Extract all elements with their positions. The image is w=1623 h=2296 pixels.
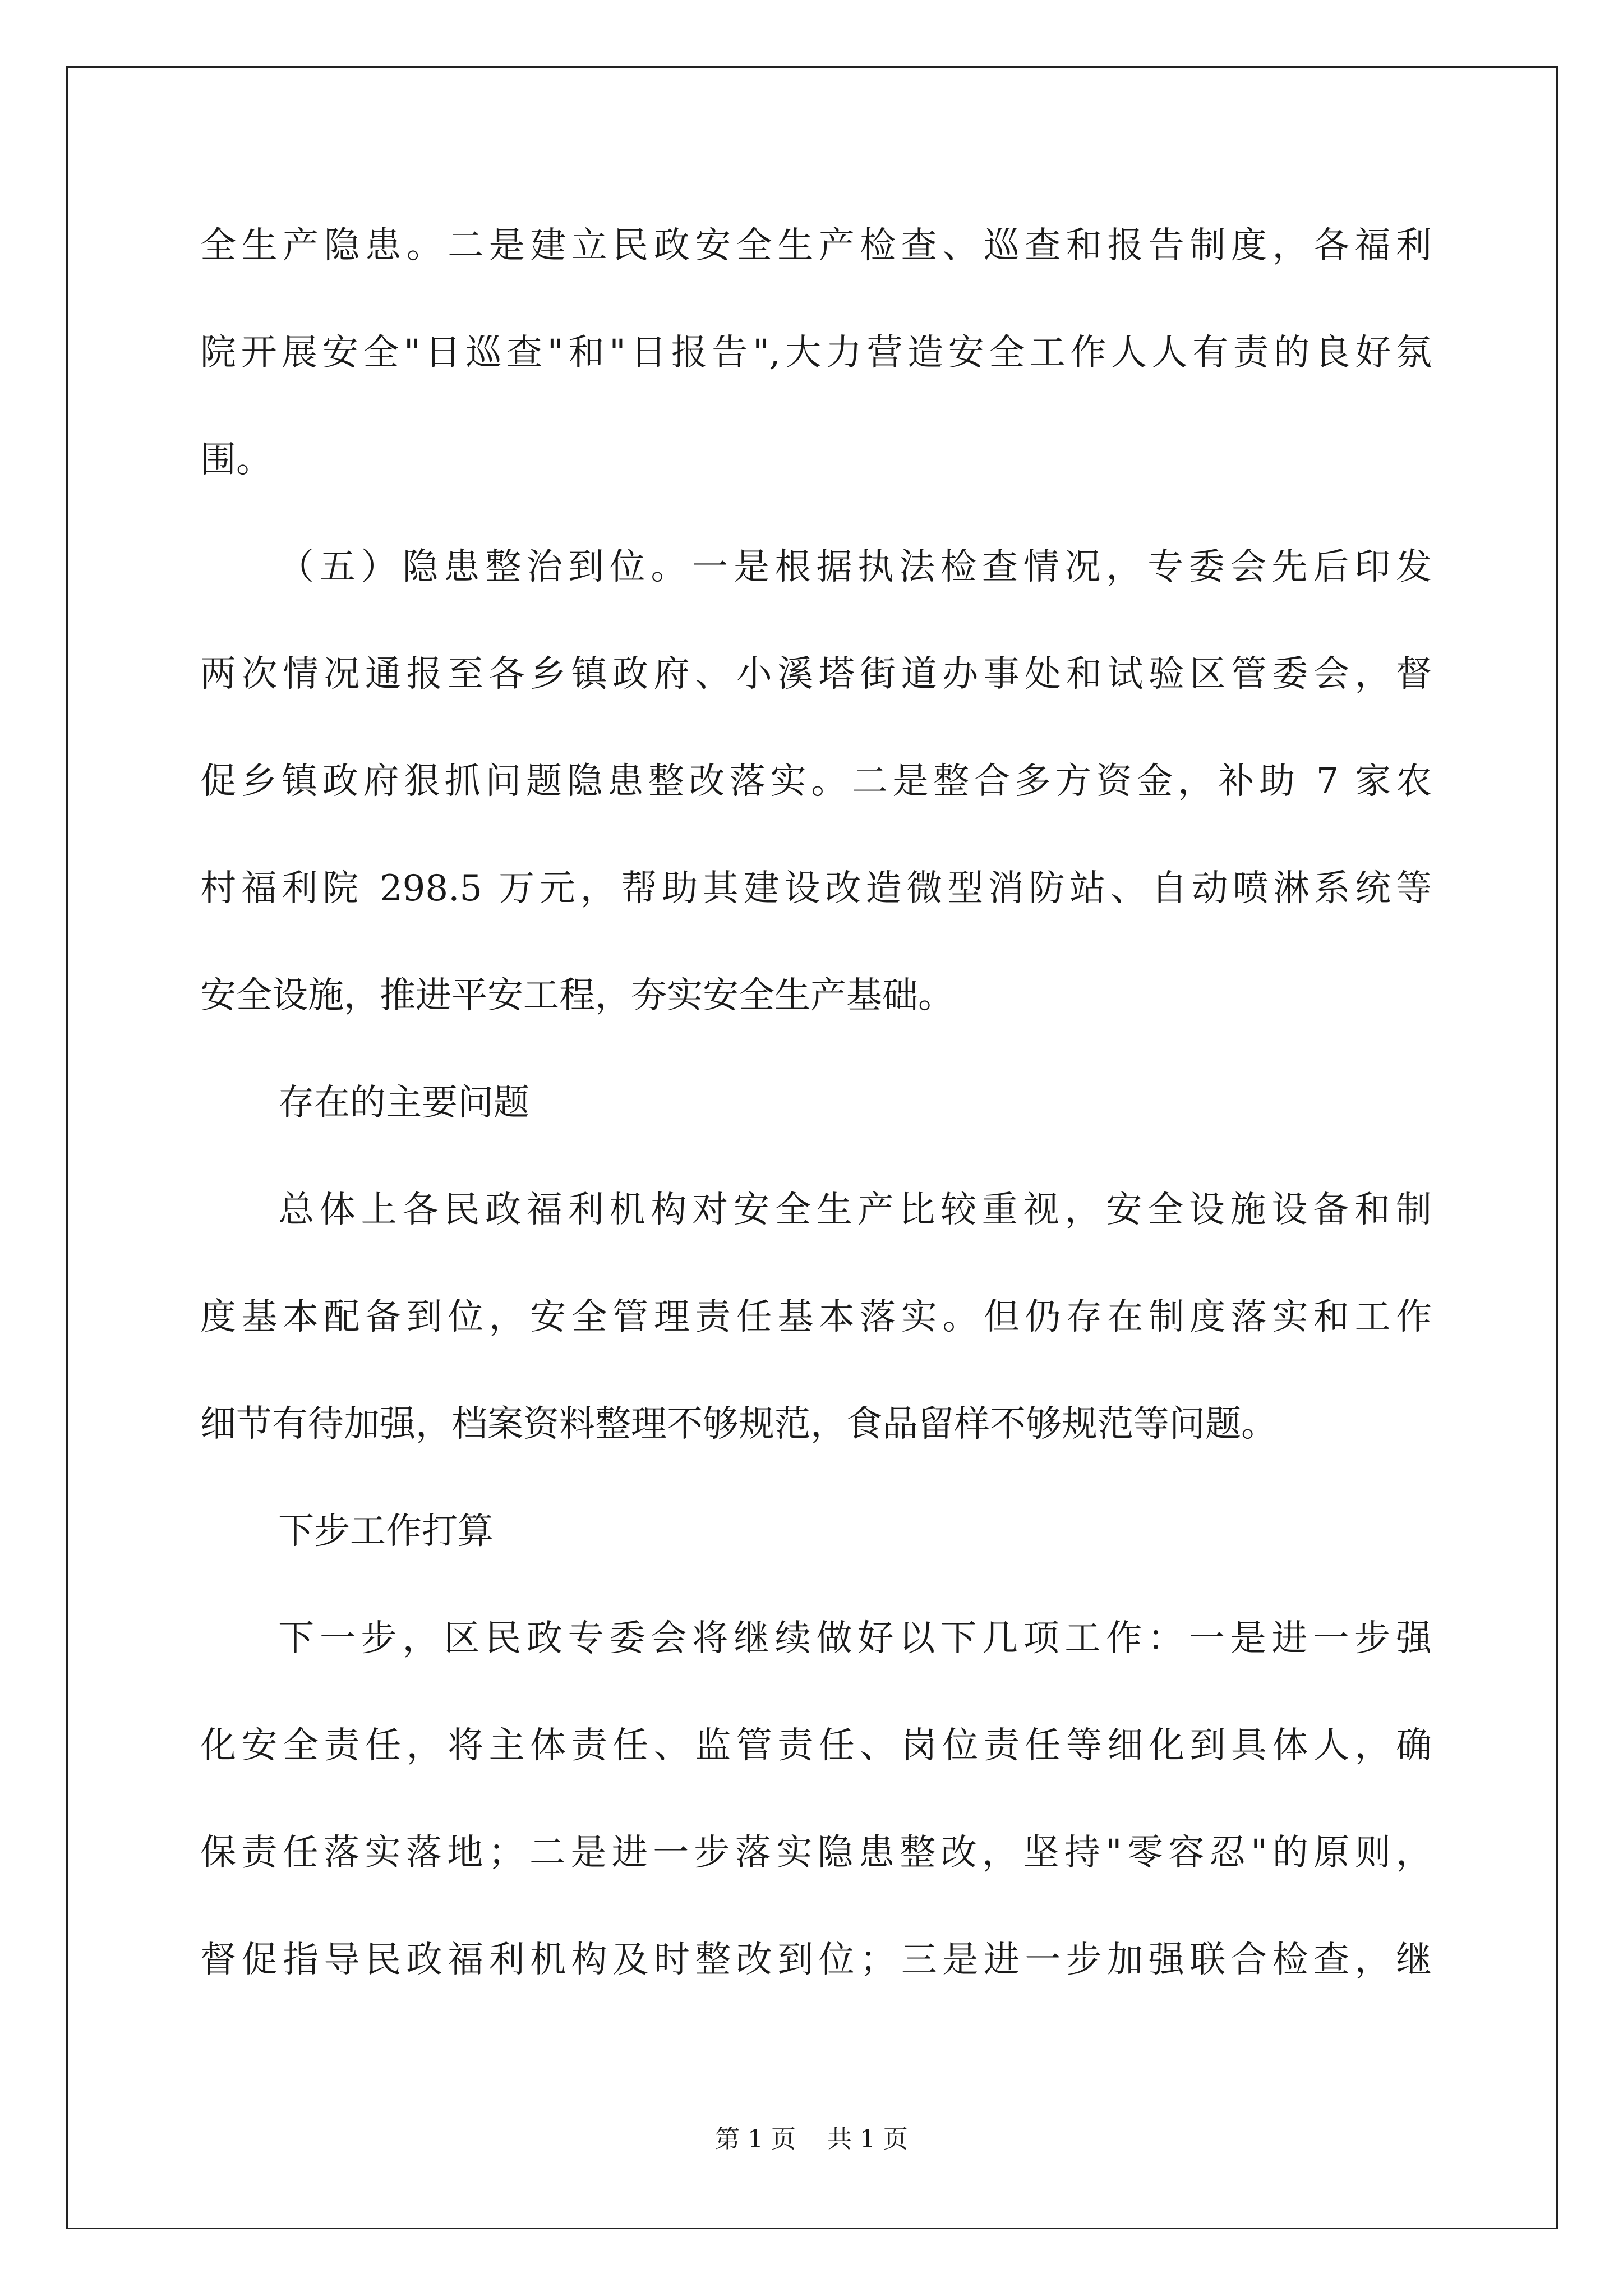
body-line: 细节有待加强，档案资料整理不够规范，食品留样不够规范等问题。 [200,1404,1277,1445]
body-line: 村福利院 298.5 万元，帮助其建设改造微型消防站、自动喷淋系统等 [200,868,1432,909]
paragraph-start-line: 总体上各民政福利机构对安全生产比较重视，安全设施设备和制 [278,1189,1432,1231]
paragraph-start-line: （五）隐患整治到位。一是根据执法检查情况，专委会先后印发 [278,546,1432,588]
body-line: 督促指导民政福利机构及时整改到位；三是进一步加强联合检查，继 [200,1939,1432,1981]
body-line: 促乡镇政府狠抓问题隐患整改落实。二是整合多方资金，补助 7 家农 [200,761,1432,802]
paragraph-start-line: 下一步，区民政专委会将继续做好以下几项工作：一是进一步强 [278,1618,1432,1659]
section-heading: 下步工作打算 [278,1511,494,1552]
body-line: 两次情况通报至各乡镇政府、小溪塔街道办事处和试验区管委会，督 [200,654,1432,695]
body-line: 度基本配备到位，安全管理责任基本落实。但仍存在制度落实和工作 [200,1296,1432,1338]
page-frame [66,66,1558,2229]
body-line: 院开展安全"日巡查"和"日报告",大力营造安全工作人人有责的良好氛 [200,332,1432,374]
body-line: 安全设施，推进平安工程，夯实安全生产基础。 [200,975,954,1016]
body-line: 全生产隐患。二是建立民政安全生产检查、巡查和报告制度，各福利 [200,225,1432,266]
section-heading: 存在的主要问题 [278,1082,529,1124]
body-line: 化安全责任，将主体责任、监管责任、岗位责任等细化到具体人，确 [200,1725,1432,1766]
body-line: 保责任落实落地；二是进一步落实隐患整改，坚持"零容忍"的原则， [200,1832,1432,1874]
body-line: 围。 [200,439,272,481]
page-number-footer: 第 1 页 共 1 页 [715,2125,908,2154]
